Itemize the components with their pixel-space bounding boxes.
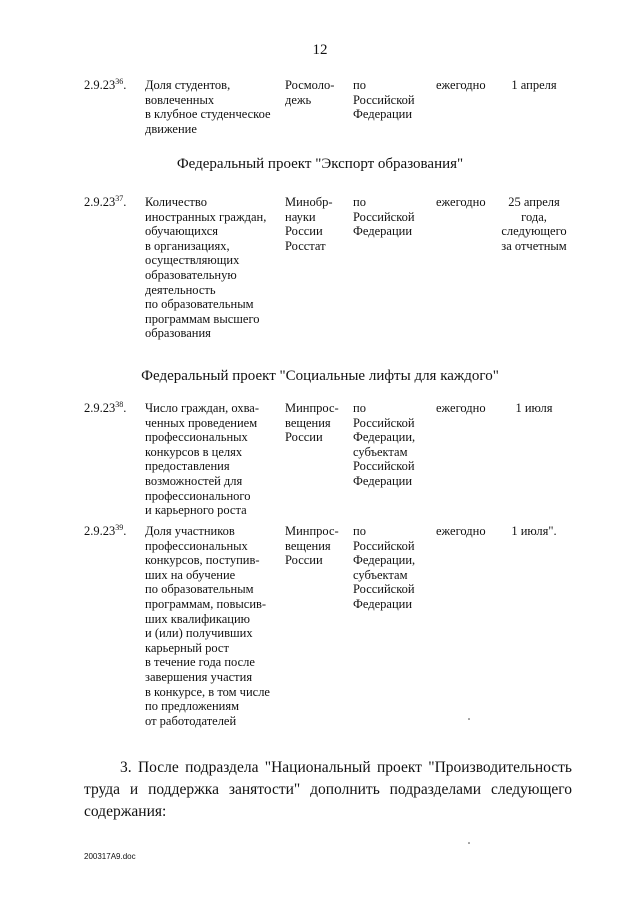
cell-line: вещения <box>285 415 331 430</box>
row-number: 2.9.23$^{37}$. <box>84 194 127 209</box>
cell-line: Федерации <box>353 107 413 122</box>
cell-line: возможностей для <box>145 473 243 488</box>
cell-line: осуществляющих <box>145 253 240 268</box>
indicator-cell <box>145 195 280 341</box>
responsible-cell <box>285 401 347 445</box>
cell-line: Российской <box>353 582 415 597</box>
cell-line: по предложениям <box>145 699 239 714</box>
cell-line: Доля студентов, <box>145 78 231 92</box>
cell-line: по <box>353 401 366 415</box>
cell-line: профессионального <box>145 488 251 503</box>
cell-line: профессиональных <box>145 538 248 553</box>
scan-dot <box>468 842 470 844</box>
deadline-cell <box>494 78 574 93</box>
responsible-cell <box>285 195 347 253</box>
cell-line: Количество <box>145 195 207 209</box>
cell-line: за отчетным <box>501 238 567 253</box>
cell-line: Федерации, <box>353 430 416 445</box>
cell-line: по <box>353 78 366 92</box>
cell-line: 25 апреля <box>508 195 560 209</box>
deadline-cell <box>494 401 574 416</box>
body-paragraph: 3. После подраздела "Национальный проект "Производительность труда и поддержка занятости" дополнить подразделами следующего содержания: <box>84 759 572 820</box>
cell-line: Федерации <box>353 224 413 239</box>
cell-line: Минпрос- <box>285 524 339 538</box>
cell-line: по <box>353 195 366 209</box>
cell-line: в течение года после <box>145 655 255 670</box>
cell-line: ших на обучение <box>145 567 236 582</box>
row-number: 2.9.23$^{36}$. <box>84 77 127 92</box>
section-heading-export: Федеральный проект "Экспорт образования" <box>176 156 464 172</box>
footer-filename: 200317А9.doc <box>84 852 136 861</box>
indicator-cell <box>145 401 280 518</box>
cell-line: профессиональных <box>145 430 248 445</box>
cell-line: вовлеченных <box>145 92 215 107</box>
scan-dot <box>468 718 470 720</box>
footnote-ref: 37 <box>115 194 124 203</box>
cell-line: конкурсов в целях <box>145 444 243 459</box>
cell-line: Федерации <box>353 596 413 611</box>
cell-line: ежегодно <box>436 78 486 92</box>
cell-line: по образовательным <box>145 297 254 312</box>
cell-line: ежегодно <box>436 195 486 209</box>
cell-line: года, <box>521 209 547 224</box>
cell-line: ченных проведением <box>145 415 258 430</box>
cell-line: Минобр- <box>285 195 333 209</box>
cell-line: 1 июля". <box>511 524 557 538</box>
cell-line: России <box>285 553 323 568</box>
cell-line: Федерации, <box>353 553 416 568</box>
cell-line: 1 апреля <box>511 78 557 92</box>
cell-line: Минпрос- <box>285 401 339 415</box>
cell-line: России <box>285 224 323 239</box>
cell-line: Российской <box>353 538 415 553</box>
cell-line: программам, повысив- <box>145 596 267 611</box>
cell-line: по образовательным <box>145 582 254 597</box>
level-cell <box>353 78 433 122</box>
deadline-cell <box>494 195 574 253</box>
responsible-cell <box>285 524 347 568</box>
cell-line: Российской <box>353 415 415 430</box>
cell-line: субъектам <box>353 444 408 459</box>
row-number: 2.9.23$^{38}$. <box>84 400 127 415</box>
cell-line: Российской <box>353 209 415 224</box>
row-number: 2.9.23$^{39}$. <box>84 523 127 538</box>
cell-line: Доля участников <box>145 524 235 538</box>
responsible-cell <box>285 78 347 107</box>
cell-line: и карьерного роста <box>145 503 247 518</box>
cell-line: дежь <box>285 92 312 107</box>
cell-line: в конкурсе, в том числе <box>145 684 270 699</box>
cell-line: образовательную <box>145 267 237 282</box>
footnote-ref: 39 <box>115 523 124 532</box>
indicator-cell <box>145 78 280 136</box>
cell-line: движение <box>145 121 197 136</box>
cell-line: ших квалификацию <box>145 611 251 626</box>
cell-line: субъектам <box>353 567 408 582</box>
cell-line: образования <box>145 326 211 341</box>
cell-line: деятельность <box>145 282 216 297</box>
deadline-cell <box>494 524 574 539</box>
cell-line: в клубное студенческое <box>145 107 271 122</box>
cell-line: ежегодно <box>436 524 486 538</box>
cell-line: 1 июля <box>515 401 553 415</box>
cell-line: карьерный рост <box>145 640 229 655</box>
cell-line: Росстат <box>285 238 326 253</box>
footnote-ref: 38 <box>115 400 124 409</box>
cell-line: в организациях, <box>145 238 230 253</box>
level-cell <box>353 401 433 489</box>
cell-line: следующего <box>501 224 567 239</box>
cell-line: программам высшего <box>145 311 260 326</box>
level-cell <box>353 524 433 612</box>
cell-line: Российской <box>353 92 415 107</box>
cell-line: и (или) получивших <box>145 626 253 641</box>
cell-line: от работодателей <box>145 713 237 728</box>
cell-line: ежегодно <box>436 401 486 415</box>
cell-line: Федерации <box>353 473 413 488</box>
cell-line: науки <box>285 209 316 224</box>
footnote-ref: 36 <box>115 77 124 86</box>
cell-line: обучающихся <box>145 224 219 239</box>
cell-line: Российской <box>353 459 415 474</box>
cell-line: предоставления <box>145 459 230 474</box>
cell-line: России <box>285 430 323 445</box>
section-heading-social-lifts: Федеральный проект "Социальные лифты для каждого" <box>141 368 499 384</box>
cell-line: Росмоло- <box>285 78 335 92</box>
cell-line: Число граждан, охва- <box>145 401 260 415</box>
cell-line: вещения <box>285 538 331 553</box>
level-cell <box>353 195 433 239</box>
indicator-cell <box>145 524 280 728</box>
cell-line: по <box>353 524 366 538</box>
cell-line: иностранных граждан, <box>145 209 267 224</box>
cell-line: завершения участия <box>145 669 253 684</box>
cell-line: конкурсов, поступив- <box>145 553 260 568</box>
page-number: 12 <box>312 42 328 58</box>
